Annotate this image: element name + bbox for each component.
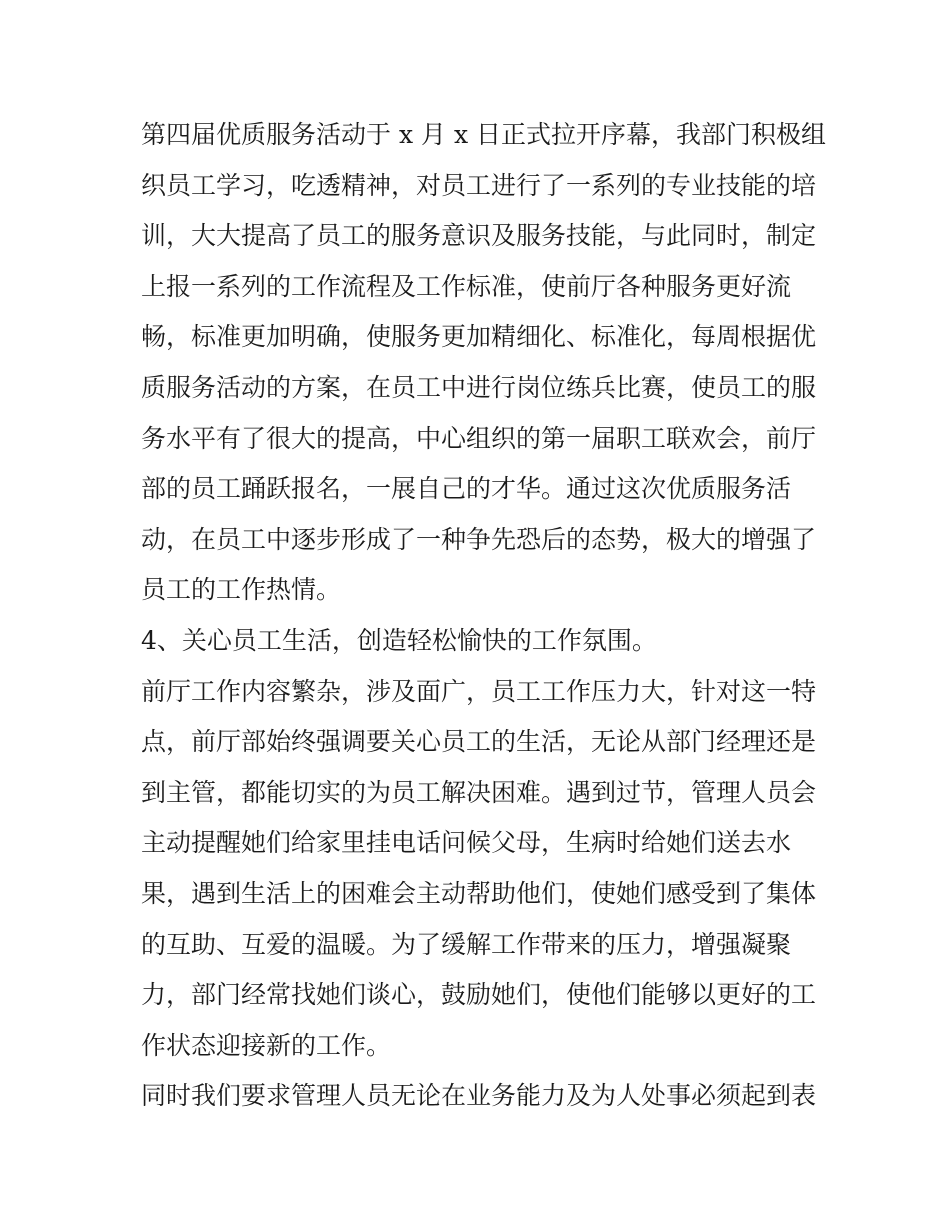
text-line: 质服务活动的方案，在员工中进行岗位练兵比赛，使员工的服 xyxy=(141,372,817,402)
section-heading: 4、关心员工生活，创造轻松愉快的工作氛围。 xyxy=(141,625,657,655)
text-line: 的互助、互爱的温暖。为了缓解工作带来的压力，增强凝聚 xyxy=(141,929,792,959)
text-line: 务水平有了很大的提高，中心组织的第一届职工联欢会，前厅 xyxy=(141,423,817,453)
text-line: 前厅工作内容繁杂，涉及面广，员工工作压力大，针对这一特 xyxy=(141,676,817,706)
text-line: 训，大大提高了员工的服务意识及服务技能，与此同时，制定 xyxy=(141,221,817,251)
text-line: 第四届优质服务活动于 x 月 x 日正式拉开序幕，我部门积极组 xyxy=(141,120,826,149)
text-line: 织员工学习，吃透精神，对员工进行了一系列的专业技能的培 xyxy=(141,170,817,200)
text-line: 上报一系列的工作流程及工作标准，使前厅各种服务更好流 xyxy=(141,271,792,301)
text-line: 点，前厅部始终强调要关心员工的生活，无论从部门经理还是 xyxy=(141,727,817,757)
body-text xyxy=(141,110,826,1122)
text-line: 作状态迎接新的工作。 xyxy=(141,1030,392,1060)
text-line: 到主管，都能切实的为员工解决困难。遇到过节，管理人员会 xyxy=(141,777,817,807)
text-line: 部的员工踊跃报名，一展自己的才华。通过这次优质服务活 xyxy=(141,474,792,504)
text-line: 主动提醒她们给家里挂电话问候父母，生病时给她们送去水 xyxy=(141,828,792,858)
text-line: 畅，标准更加明确，使服务更加精细化、标准化，每周根据优 xyxy=(141,322,817,352)
text-line: 同时我们要求管理人员无论在业务能力及为人处事必须起到表 xyxy=(141,1081,817,1111)
text-line: 员工的工作热情。 xyxy=(141,575,342,605)
text-line: 动，在员工中逐步形成了一种争先恐后的态势，极大的增强了 xyxy=(141,524,817,554)
text-line: 力，部门经常找她们谈心，鼓励她们，使他们能够以更好的工 xyxy=(141,980,817,1010)
text-line: 果，遇到生活上的困难会主动帮助他们，使她们感受到了集体 xyxy=(141,878,817,908)
